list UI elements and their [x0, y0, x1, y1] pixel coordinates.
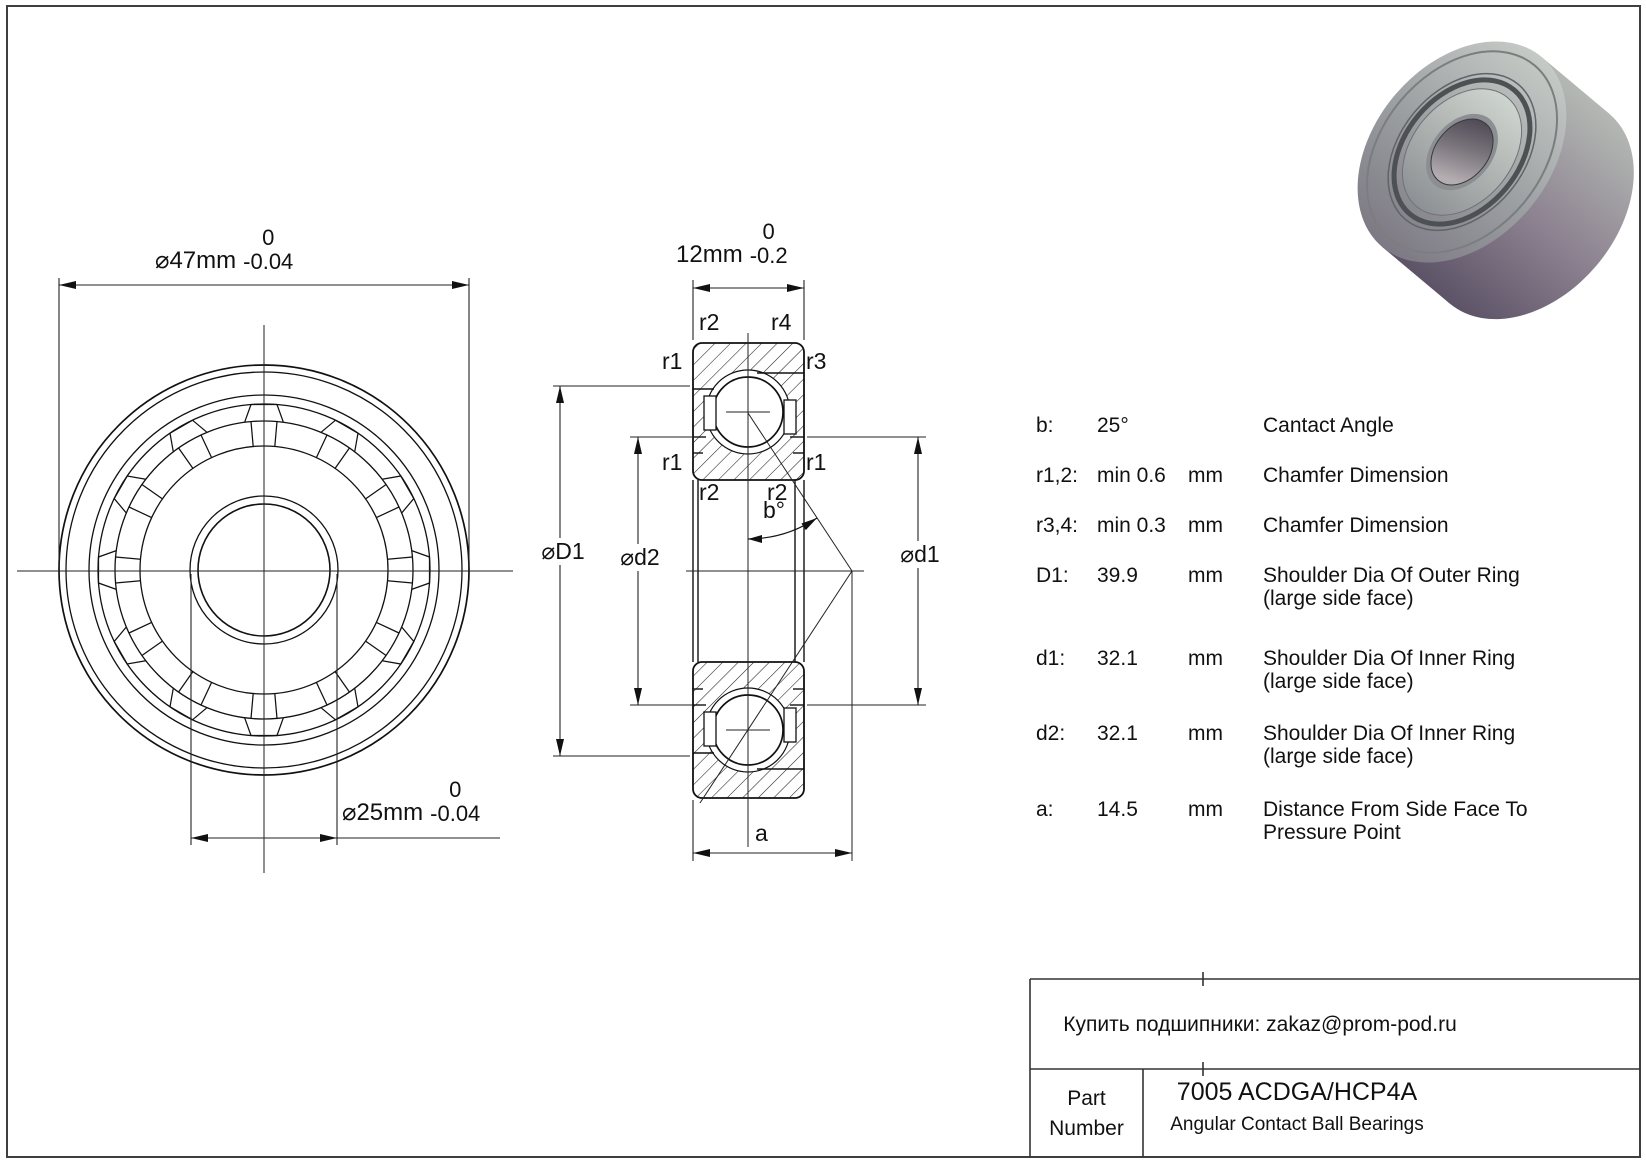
front-view-dimensions [59, 278, 500, 845]
spec-key: d2: [1036, 722, 1066, 745]
bearing-3d-render [1315, 0, 1646, 360]
spec-value: 32.1 [1097, 722, 1138, 745]
spec-desc: Shoulder Dia Of Inner Ring [1263, 722, 1516, 745]
spec-key: r1,2: [1036, 464, 1079, 487]
bore-diameter-dimension [342, 778, 480, 826]
chamfer-label-r2-bottom: r2 [699, 479, 720, 505]
width-value: 12mm [676, 241, 743, 268]
spec-value: 14.5 [1097, 798, 1138, 821]
part-label-line1: Part [1067, 1087, 1106, 1110]
dia-d2-label: ⌀d2 [606, 544, 674, 571]
spec-desc2: (large side face) [1263, 745, 1414, 768]
spec-desc2: (large side face) [1263, 670, 1414, 693]
outer-diameter-tol-upper: 0 [262, 225, 275, 250]
bore-diameter-tol-lower: -0.04 [430, 801, 481, 826]
chamfer-label-r1-left2: r1 [662, 449, 683, 475]
spec-value: 25° [1097, 414, 1129, 437]
spec-value: min 0.3 [1097, 514, 1166, 537]
part-number-value: 7005 ACDGA/HCP4A [1176, 1078, 1418, 1106]
spec-desc2: (large side face) [1263, 587, 1414, 610]
spec-desc: Chamfer Dimension [1263, 464, 1449, 487]
spec-unit: mm [1188, 798, 1223, 821]
spec-desc: Cantact Angle [1263, 414, 1394, 437]
width-dimension [676, 220, 788, 268]
part-label-line2: Number [1049, 1117, 1124, 1140]
spec-desc: Chamfer Dimension [1263, 514, 1449, 537]
spec-unit: mm [1188, 564, 1223, 587]
spec-value: 32.1 [1097, 647, 1138, 670]
dia-d1-label: ⌀d1 [886, 541, 954, 568]
width-tol-lower: -0.2 [749, 243, 788, 268]
spec-unit: mm [1188, 722, 1223, 745]
chamfer-label-r3-right: r3 [806, 348, 827, 374]
outer-diameter-dimension [155, 226, 293, 274]
spec-unit: mm [1188, 464, 1223, 487]
spec-unit: mm [1188, 647, 1223, 670]
bore-diameter-value: ⌀25mm [342, 799, 424, 826]
contact-email-line[interactable]: Купить подшипники: zakaz@prom-pod.ru [1063, 1013, 1457, 1036]
contact-angle-label: b° [763, 497, 785, 523]
bearing-category: Angular Contact Ball Bearings [1170, 1114, 1424, 1135]
spec-value: min 0.6 [1097, 464, 1166, 487]
outer-diameter-value: ⌀47mm [155, 247, 237, 274]
spec-desc2: Pressure Point [1263, 821, 1401, 844]
spec-desc: Distance From Side Face To [1263, 798, 1528, 821]
part-number-cell-label [1030, 1084, 1143, 1144]
spec-value: 39.9 [1097, 564, 1138, 587]
chamfer-label-r1-right2: r1 [806, 449, 827, 475]
chamfer-label-r2-bottom2: r2 [767, 479, 788, 505]
spec-key: r3,4: [1036, 514, 1079, 537]
width-tol-upper: 0 [762, 219, 775, 244]
chamfer-label-r4-top: r4 [771, 309, 792, 335]
spec-key: D1: [1036, 564, 1069, 587]
section-view [686, 333, 864, 861]
chamfer-label-r1-left: r1 [662, 348, 683, 374]
spec-key: b: [1036, 414, 1054, 437]
spec-key: d1: [1036, 647, 1066, 670]
spec-desc: Shoulder Dia Of Outer Ring [1263, 564, 1520, 587]
spec-key: a: [1036, 798, 1054, 821]
chamfer-label-r2-top: r2 [699, 309, 720, 335]
spec-unit: mm [1188, 514, 1223, 537]
outer-diameter-tol-lower: -0.04 [243, 249, 294, 274]
bore-diameter-tol-upper: 0 [449, 777, 462, 802]
distance-a-label: a [755, 820, 768, 846]
dia-D1-label: ⌀D1 [527, 538, 599, 565]
spec-desc: Shoulder Dia Of Inner Ring [1263, 647, 1516, 670]
